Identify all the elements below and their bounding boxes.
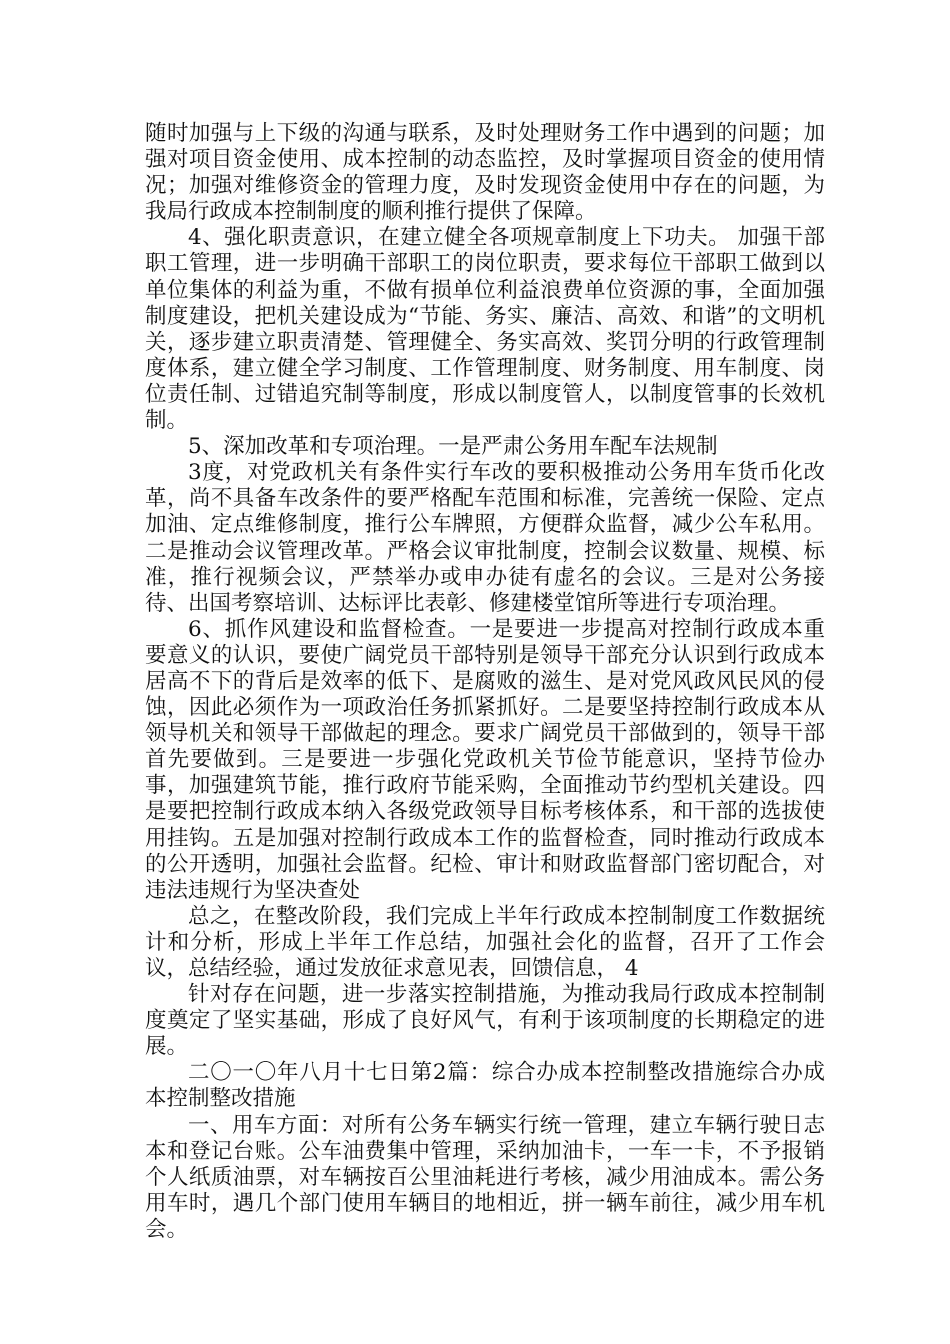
paragraph-9: 一、用车方面：对所有公务车辆实行统一管理，建立车辆行驶日志本和登记台账。公车油费集中管理，采纳加油卡，一车一卡，不予报销个人纸质油票，对车辆按百公里油耗进行考核，减少用油成本。需公务用车时，遇几个部门使用车辆目的地相近，拼一辆车前往，减少用车机会。 <box>145 1112 825 1242</box>
paragraph-2: 4、强化职责意识，在建立健全各项规章制度上下功夫。 加强干部职工管理，进一步明确干部职工的岗位职责，要求每位干部职工做到以单位集体的利益为重，不做有损单位利益浪费单位资源的事，全面加强制度建设，把机关建设成为“节能、务实、廉洁、高效、和谐”的文明机关，逐步建立职责清楚、管理健全、务实高效、奖罚分明的行政管理制度体系，建立健全学习制度、工作管理制度、财务制度、用车制度、岗位责任制、过错追究制等制度，形成以制度管人，以制度管事的长效机制。 <box>145 225 825 434</box>
paragraph-7: 针对存在问题，进一步落实控制措施，为推动我局行政成本控制制度奠定了坚实基础，形成了良好风气，有利于该项制度的长期稳定的进展。 <box>145 982 825 1060</box>
paragraph-4: 3度，对党政机关有条件实行车改的要积极推动公务用车货币化改革，尚不具备车改条件的要严格配车范围和标准，完善统一保险、定点加油、定点维修制度，推行公车牌照，方便群众监督，减少公车私用。二是推动会议管理改革。严格会议审批制度，控制会议数量、规模、标准，推行视频会议，严禁举办或申办徒有虚名的会议。三是对公务接待、出国考察培训、达标评比表彰、修建楼堂馆所等进行专项治理。 <box>145 460 825 616</box>
paragraph-6: 总之，在整改阶段，我们完成上半年行政成本控制制度工作数据统计和分析，形成上半年工作总结，加强社会化的监督，召开了工作会议，总结经验，通过发放征求意见表，回馈信息， 4 <box>145 903 825 981</box>
document-page <box>145 121 825 1243</box>
paragraph-5: 6、抓作风建设和监督检查。一是要进一步提高对控制行政成本重要意义的认识，要使广阔党员干部特别是领导干部充分认识到行政成本居高不下的背后是效率的低下、是腐败的滋生、是对党风政风民风的侵蚀，因此必须作为一项政治任务抓紧抓好。二是要坚持控制行政成本从领导机关和领导干部做起的理念。要求广阔党员干部做到的，领导干部首先要做到。三是要进一步强化党政机关节俭节能意识，坚持节俭办事，加强建筑节能，推行政府节能采购，全面推动节约型机关建设。四是要把控制行政成本纳入各级党政领导目标考核体系，和干部的选拔使用挂钩。五是加强对控制行政成本工作的监督检查，同时推动行政成本的公开透明，加强社会监督。纪检、审计和财政监督部门密切配合，对违法违规行为坚决查处 <box>145 616 825 903</box>
paragraph-3: 5、深加改革和专项治理。一是严肃公务用车配车法规制 <box>188 434 718 460</box>
paragraph-8: 二〇一〇年八月十七日第2篇：综合办成本控制整改措施综合办成本控制整改措施 <box>145 1060 825 1112</box>
paragraph-1: 随时加强与上下级的沟通与联系，及时处理财务工作中遇到的问题；加强对项目资金使用、成本控制的动态监控，及时掌握项目资金的使用情况；加强对维修资金的管理力度，及时发现资金使用中存在的问题，为我局行政成本控制制度的顺利推行提供了保障。 <box>145 121 825 225</box>
